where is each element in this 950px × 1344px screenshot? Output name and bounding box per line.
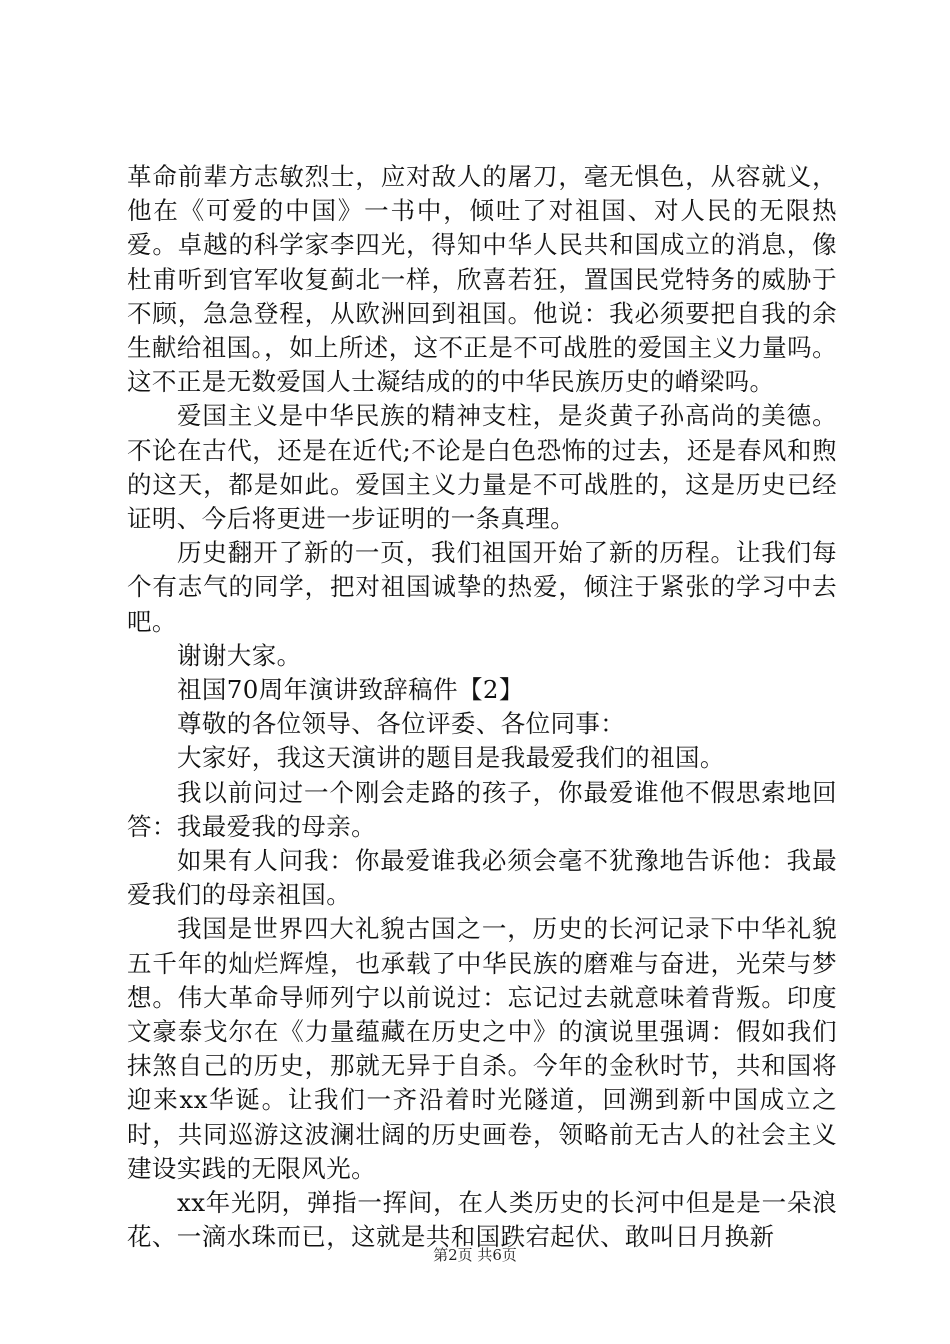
page-footer: 第2页 共6页	[433, 1246, 517, 1264]
paragraph-9: 如果有人问我：你最爱谁我必须会毫不犹豫地告诉他：我最爱我们的母亲祖国。	[127, 846, 837, 910]
paragraph-8: 我以前问过一个刚会走路的孩子，你最爱谁他不假思索地回答：我最爱我的母亲。	[127, 777, 837, 841]
paragraph-7: 大家好，我这天演讲的题目是我最爱我们的祖国。	[177, 743, 725, 773]
paragraph-2: 爱国主义是中华民族的精神支柱，是炎黄子孙高尚的美德。不论在古代，还是在近代;不论是白色恐怖的过去，还是春风和煦的这天，都是如此。爱国主义力量是不可战胜的，这是历史已经证明、今后将更进一步证明的一条真理。	[127, 401, 837, 534]
paragraph-4: 谢谢大家。	[177, 640, 302, 670]
paragraph-11: xx年光阴，弹指一挥间，在人类历史的长河中但是是一朵浪花、一滴水珠而已，这就是共和国跌宕起伏、敢叫日月换新	[127, 1188, 837, 1252]
document-body	[127, 160, 837, 1255]
salutation: 尊敬的各位领导、各位评委、各位同事：	[177, 709, 626, 739]
section-heading: 祖国70周年演讲致辞稿件【2】	[177, 675, 524, 705]
paragraph-1: 革命前辈方志敏烈士，应对敌人的屠刀，毫无惧色，从容就义，他在《可爱的中国》一书中，倾吐了对祖国、对人民的无限热爱。卓越的科学家李四光，得知中华人民共和国成立的消息，像杜甫听到官军收复蓟北一样，欣喜若狂，置国民党特务的威胁于不顾，急急登程，从欧洲回到祖国。他说：我必须要把自我的余生献给祖国。，如上所述，这不正是不可战胜的爱国主义力量吗。这不正是无数爱国人士凝结成的的中华民族历史的嵴梁吗。	[127, 162, 837, 397]
paragraph-10: 我国是世界四大礼貌古国之一，历史的长河记录下中华礼貌五千年的灿烂辉煌，也承载了中华民族的磨难与奋进，光荣与梦想。伟大革命导师列宁以前说过：忘记过去就意味着背叛。印度文豪泰戈尔在《力量蕴藏在历史之中》的演说里强调：假如我们抹煞自己的历史，那就无异于自杀。今年的金秋时节，共和国将迎来xx华诞。让我们一齐沿着时光隧道，回溯到新中国成立之时，共同巡游这波澜壮阔的历史画卷，领略前无古人的社会主义建设实践的无限风光。	[127, 914, 837, 1183]
paragraph-3: 历史翻开了新的一页，我们祖国开始了新的历程。让我们每个有志气的同学，把对祖国诚挚的热爱，倾注于紧张的学习中去吧。	[127, 538, 837, 636]
